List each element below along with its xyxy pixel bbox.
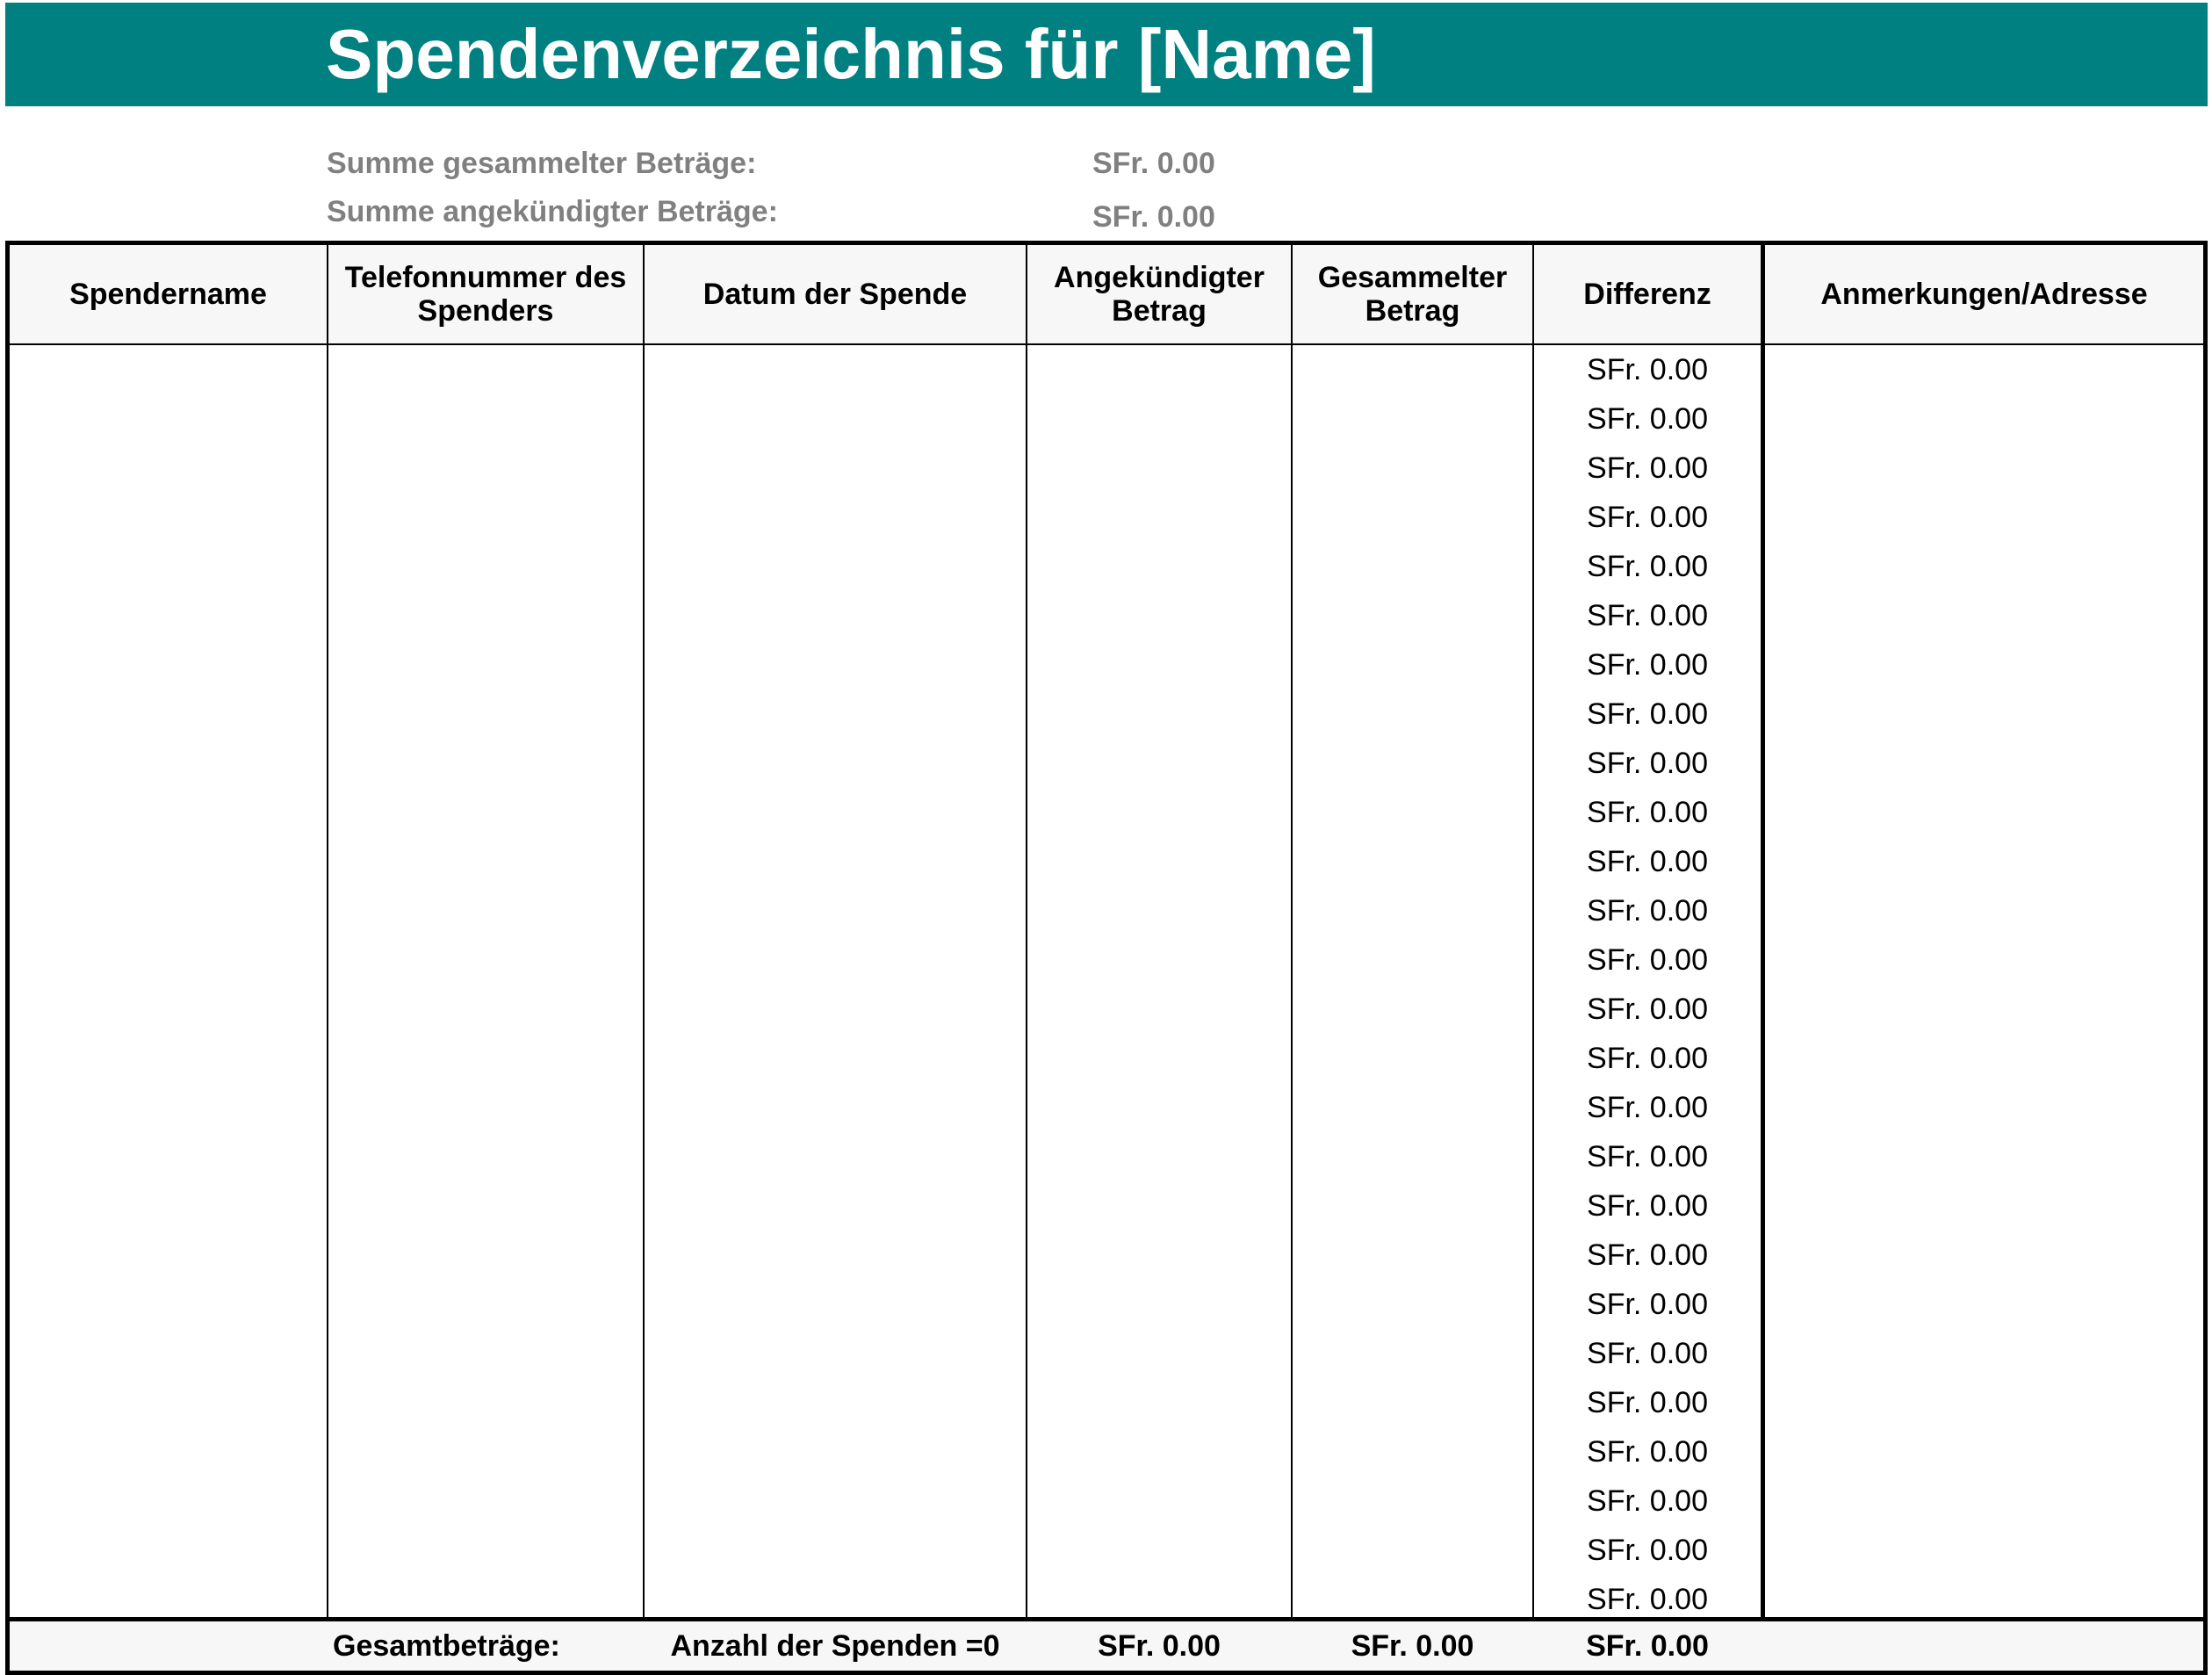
totals-row [10, 1617, 2203, 1671]
difference-cell[interactable]: SFr. 0.00 [1587, 697, 1708, 731]
difference-cell[interactable]: SFr. 0.00 [1587, 353, 1708, 386]
header-collected-amount[interactable]: Gesammelter Betrag [1317, 261, 1508, 328]
summary-pledged-value: SFr. 0.00 [1092, 200, 1215, 234]
difference-total: SFr. 0.00 [1586, 1629, 1709, 1663]
header-date[interactable]: Datum der Spende [703, 278, 968, 311]
difference-column [1534, 345, 1761, 1619]
donation-table [5, 241, 2208, 1675]
difference-cell[interactable]: SFr. 0.00 [1587, 648, 1708, 682]
difference-cell[interactable]: SFr. 0.00 [1587, 550, 1708, 583]
column-divider [1291, 245, 1293, 1671]
difference-cell[interactable]: SFr. 0.00 [1587, 1189, 1708, 1223]
difference-cell[interactable]: SFr. 0.00 [1587, 943, 1708, 977]
difference-cell[interactable]: SFr. 0.00 [1587, 1288, 1708, 1321]
header-donor-name[interactable]: Spendername [69, 278, 267, 311]
difference-cell[interactable]: SFr. 0.00 [1587, 747, 1708, 780]
difference-cell[interactable]: SFr. 0.00 [1587, 501, 1708, 534]
difference-cell[interactable]: SFr. 0.00 [1587, 1583, 1708, 1616]
header-phone[interactable]: Telefonnummer des Spenders [344, 261, 627, 328]
difference-cell[interactable]: SFr. 0.00 [1587, 1042, 1708, 1075]
header-notes[interactable]: Anmerkungen/Adresse [1820, 278, 2148, 311]
difference-cell[interactable]: SFr. 0.00 [1587, 993, 1708, 1026]
column-divider [327, 245, 328, 1671]
difference-cell[interactable]: SFr. 0.00 [1587, 845, 1708, 878]
summary-collected-value: SFr. 0.00 [1092, 147, 1215, 180]
difference-cell[interactable]: SFr. 0.00 [1587, 599, 1708, 632]
difference-cell[interactable]: SFr. 0.00 [1587, 1484, 1708, 1518]
difference-cell[interactable]: SFr. 0.00 [1587, 796, 1708, 829]
difference-cell[interactable]: SFr. 0.00 [1587, 1140, 1708, 1173]
summary-pledged-label: Summe angekündigter Beträge: [327, 195, 778, 228]
donation-count: Anzahl der Spenden =0 [670, 1629, 1000, 1663]
difference-cell[interactable]: SFr. 0.00 [1587, 1337, 1708, 1370]
page-title: Spendenverzeichnis für [Name] [326, 15, 1376, 93]
column-divider [1026, 245, 1027, 1671]
difference-cell[interactable]: SFr. 0.00 [1587, 1435, 1708, 1469]
difference-cell[interactable]: SFr. 0.00 [1587, 1091, 1708, 1124]
table-header-row [10, 245, 2203, 345]
column-divider [1761, 245, 1765, 1671]
difference-cell[interactable]: SFr. 0.00 [1587, 1534, 1708, 1567]
difference-cell[interactable]: SFr. 0.00 [1587, 402, 1708, 436]
header-difference[interactable]: Differenz [1583, 278, 1711, 311]
header-pledged-amount[interactable]: Angekündigter Betrag [1054, 261, 1265, 328]
title-banner [5, 3, 2208, 106]
totals-label: Gesamtbeträge: [333, 1629, 560, 1663]
collected-total: SFr. 0.00 [1351, 1629, 1474, 1663]
summary-collected-label: Summe gesammelter Beträge: [327, 147, 757, 180]
difference-cell[interactable]: SFr. 0.00 [1587, 1238, 1708, 1272]
pledged-total: SFr. 0.00 [1098, 1629, 1221, 1663]
column-divider [643, 245, 645, 1671]
difference-cell[interactable]: SFr. 0.00 [1587, 1386, 1708, 1419]
difference-cell[interactable]: SFr. 0.00 [1587, 894, 1708, 928]
difference-cell[interactable]: SFr. 0.00 [1587, 451, 1708, 485]
